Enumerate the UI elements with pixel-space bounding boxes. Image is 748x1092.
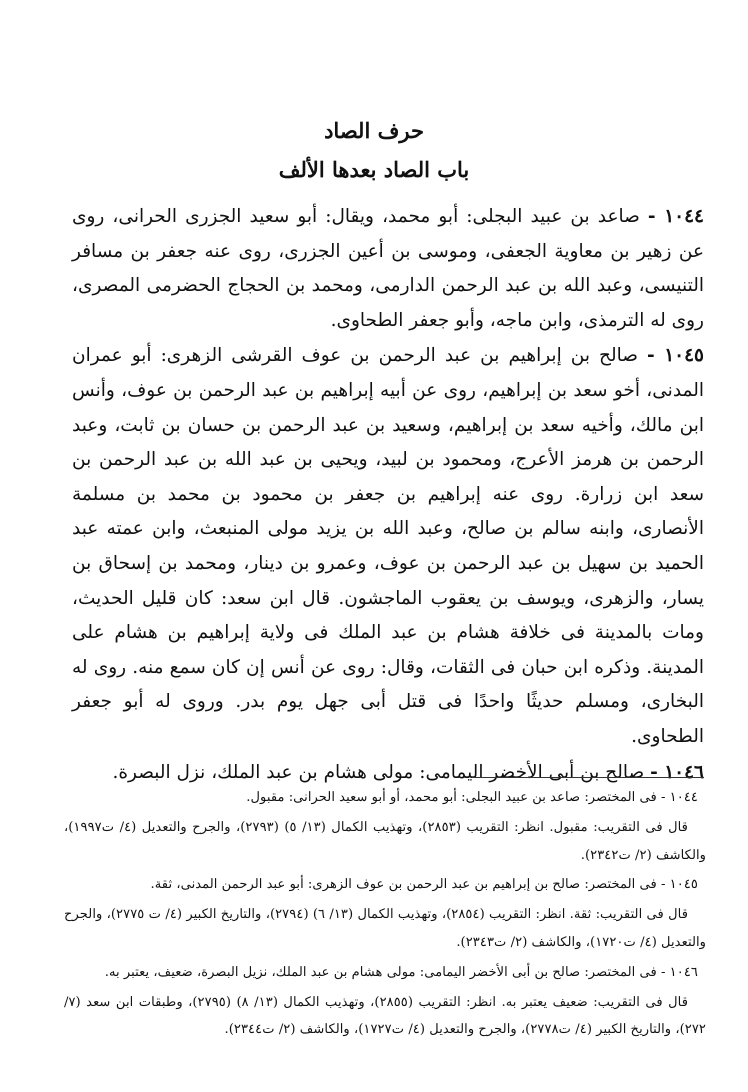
- footnote-1044-summary: ١٠٤٤ - فى المختصر: صاعد بن عبيد البجلى: أبو محمد، أو أبو سعيد الحرانى: مقبول.: [246, 790, 698, 805]
- entry-1044: [72, 200, 704, 338]
- section-title: باب الصاد بعدها الألف: [278, 157, 470, 182]
- entry-1045: [72, 339, 704, 754]
- footnotes: [64, 784, 706, 1044]
- entry-number: ١٠٤٥ -: [646, 345, 704, 367]
- entry-number: ١٠٤٤ -: [647, 206, 704, 227]
- footnote-1045-summary: ١٠٤٥ - فى المختصر: صالح بن إبراهيم بن عبد الرحمن بن عوف الزهرى: أبو عبد الرحمن المدنى، ثقة.: [150, 877, 698, 893]
- entry-text: صالح بن أبى الأخضر اليمامى: مولى هشام بن عبد الملك، نزل البصرة.: [112, 761, 645, 783]
- footnote-divider: [472, 777, 704, 778]
- footnote-1045-refs: قال فى التقريب: ثقة. انظر: التقريب (٢٨٥٤)، وتهذيب الكمال (١٣/ ٦) (٢٧٩٤)، والتاريخ الكبير (٤/ ت ٢٧٧٥)، والجرح والتعديل (٤/ ت١٧٢٠)، والكاشف (٢/ ت٢٣٤٣).: [64, 907, 706, 950]
- main-text: [72, 200, 704, 790]
- entry-text: صالح بن إبراهيم بن عبد الرحمن بن عوف القرشى الزهرى: أبو عمران المدنى، أخو سعد بن إبراهيم، روى عن أبيه إبراهيم بن عبد الرحمن بن عوف، وأنس ابن مالك، وأخيه سعد بن إبراهيم، وسعيد بن عبد الرحمن بن حسان بن ثابت، وعبد الرحمن بن هرمز الأعرج، ومحمود بن لبيد، ويحيى بن عبد الله بن عبد الرحمن بن سعد ابن زرارة. روى عنه إبراهيم بن جعفر بن محمود بن محمد بن مسلمة الأنصارى، وابنه سالم بن صالح، وعبد الله بن يزيد مولى المنبعث، وابن عمته عبد الحميد بن سهيل بن عبد الرحمن بن عوف، وعمرو بن دينار، ومحمد بن إسحاق بن يسار، والزهرى، ويوسف بن يعقوب الماجشون. قال ابن سعد: كان قليل الحديث، ومات بالمدينة فى خلافة هشام بن عبد الملك فى ولاية إبراهيم بن هشام على المدينة. وذكره ابن حبان فى الثقات، وقال: روى عن أنس إن كان سمع منه. روى له البخارى، ومسلم حديثًا واحدًا فى قتل أبى جهل يوم بدر. وروى له أبو جعفر الطحاوى.: [72, 345, 705, 747]
- entry-text: صاعد بن عبيد البجلى: أبو محمد، ويقال: أبو سعيد الجزرى الحرانى، روى عن زهير بن معاوية الجعفى، وموسى بن أعين الجزرى، روى عنه جعفر بن مسافر التنيسى، وعبد الله بن عبد الرحمن الدارمى، ومحمد بن الحجاج الحضرمى المصرى، روى له الترمذى، وابن ماجه، وأبو جعفر الطحاوى.: [72, 206, 704, 331]
- footnote-1044-refs: قال فى التقريب: مقبول. انظر: التقريب (٢٨٥٣)، وتهذيب الكمال (١٣/ ٥) (٢٧٩٣)، والجرح والتعديل (٤/ ت١٩٩٧)، والكاشف (٢/ ت٢٣٤٢).: [64, 819, 706, 863]
- chapter-title: حرف الصاد: [324, 118, 424, 143]
- entry-number: ١٠٤٦ -: [650, 761, 704, 783]
- footnote-1046-refs: قال فى التقريب: ضعيف يعتبر به. انظر: التقريب (٢٨٥٥)، وتهذيب الكمال (١٣/ ٨) (٢٧٩٥)، وطبقات ابن سعد (٧/ ٢٧٢)، والتاريخ الكبير (٤/ ت٢٧٧٨)، والجرح والتعديل (٤/ ت١٧٢٧)، والكاشف (٢/ ت٢٣٤٤).: [64, 994, 706, 1038]
- footnote-1046-summary: ١٠٤٦ - فى المختصر: صالح بن أبى الأخضر اليمامى: مولى هشام بن عبد الملك، نزيل البصرة، ضعيف، يعتبر به.: [104, 964, 698, 980]
